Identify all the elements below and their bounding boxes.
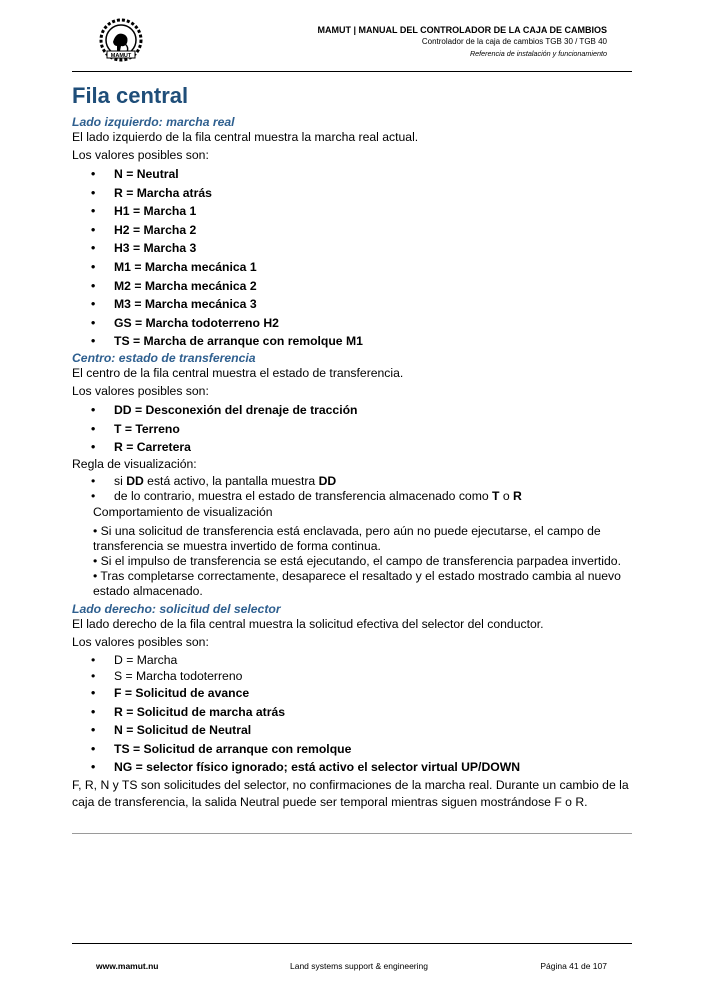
section-heading-left: Lado izquierdo: marcha real: [72, 115, 235, 129]
page-header: [317, 24, 607, 60]
list-item: • F = Solicitud de avance: [91, 686, 250, 701]
display-rule-list: [72, 474, 634, 505]
footer-tagline: Land systems support & engineering: [290, 961, 428, 971]
content-end-divider: [72, 833, 632, 834]
section-heading-right: Lado derecho: solicitud del selector: [72, 601, 281, 616]
list-item: • R = Marcha atrás: [91, 185, 212, 200]
list-item: • H2 = Marcha 2: [91, 222, 197, 237]
list-item: • si DD está activo, la pantalla muestra DD: [91, 473, 337, 488]
display-rule-label: Regla de visualización:: [72, 456, 197, 471]
center-value-list: [72, 401, 634, 457]
header-subtitle-2: Referencia de instalación y funcionamiento: [469, 49, 607, 58]
list-item: • H1 = Marcha 1: [91, 204, 197, 219]
list-item: • R = Solicitud de marcha atrás: [91, 704, 286, 719]
list-item: • de lo contrario, muestra el estado de transferencia almacenado como T o R: [91, 489, 522, 504]
left-value-list: [72, 165, 634, 351]
display-behavior-2: • Si el impulso de transferencia se está ejecutando, el campo de transferencia parpadea invertido.: [93, 553, 621, 568]
section-heading-center: Centro: estado de transferencia: [72, 350, 256, 365]
list-item: • T = Terreno: [91, 421, 180, 436]
page-title: Fila central: [72, 83, 189, 108]
list-item: • M3 = Marcha mecánica 3: [91, 297, 257, 312]
list-item: • N = Neutral: [91, 167, 179, 181]
list-item: • NG = selector físico ignorado; está activo el selector virtual UP/DOWN: [91, 760, 521, 775]
footer-divider: [72, 943, 632, 944]
center-paragraph-2: Los valores posibles son:: [72, 383, 209, 398]
header-subtitle: Controlador de la caja de cambios TGB 30 / TGB 40: [421, 37, 607, 46]
list-item: • D = Marcha: [91, 652, 178, 667]
left-paragraph-2: Los valores posibles son:: [72, 148, 209, 162]
mamut-logo: [95, 18, 147, 64]
list-item: • DD = Desconexión del drenaje de tracción: [91, 402, 358, 417]
list-item: • M2 = Marcha mecánica 2: [91, 278, 257, 293]
list-item: • S = Marcha todoterreno: [91, 668, 243, 683]
list-item: • TS = Solicitud de arranque con remolque: [91, 741, 352, 756]
list-item: • R = Carretera: [91, 440, 191, 455]
display-behavior-1: • Si una solicitud de transferencia está enclavada, pero aún no puede ejecutarse, el campo de transferencia se muestra invertido de forma continua.: [93, 523, 601, 553]
right-value-list-bold: [72, 684, 634, 777]
header-title: MAMUT | MANUAL DEL CONTROLADOR DE LA CAJA DE CAMBIOS: [317, 25, 607, 35]
svg-text:MAMUT: MAMUT: [110, 53, 132, 59]
list-item: • TS = Marcha de arranque con remolque M1: [91, 334, 363, 349]
right-value-list-plain: [72, 653, 634, 684]
list-item: • GS = Marcha todoterreno H2: [91, 315, 279, 330]
list-item: • H3 = Marcha 3: [91, 241, 197, 256]
list-item: • M1 = Marcha mecánica 1: [91, 259, 257, 274]
right-paragraph-1: El lado derecho de la fila central muestra la solicitud efectiva del selector del conductor.: [72, 616, 544, 631]
display-behavior-label: Comportamiento de visualización: [93, 504, 273, 519]
left-paragraph-1: El lado izquierdo de la fila central muestra la marcha real actual.: [72, 130, 419, 144]
right-paragraph-2: Los valores posibles son:: [72, 634, 209, 649]
header-divider: [72, 71, 632, 72]
page-content: [72, 115, 634, 811]
footer-website: www.mamut.nu: [96, 961, 159, 971]
display-behavior-3: • Tras completarse correctamente, desaparece el resaltado y el estado mostrado cambia al nuevo estado almacenado.: [93, 568, 621, 598]
list-item: • N = Solicitud de Neutral: [91, 723, 252, 738]
center-paragraph-1: El centro de la fila central muestra el estado de transferencia.: [72, 365, 404, 380]
right-note: F, R, N y TS son solicitudes del selector, no confirmaciones de la marcha real. Durante un cambio de la caja de transferencia, la salida Neutral puede ser temporal mientras siguen mostrándose F o R.: [72, 778, 629, 810]
footer-page-number: Página 41 de 107: [540, 961, 607, 971]
